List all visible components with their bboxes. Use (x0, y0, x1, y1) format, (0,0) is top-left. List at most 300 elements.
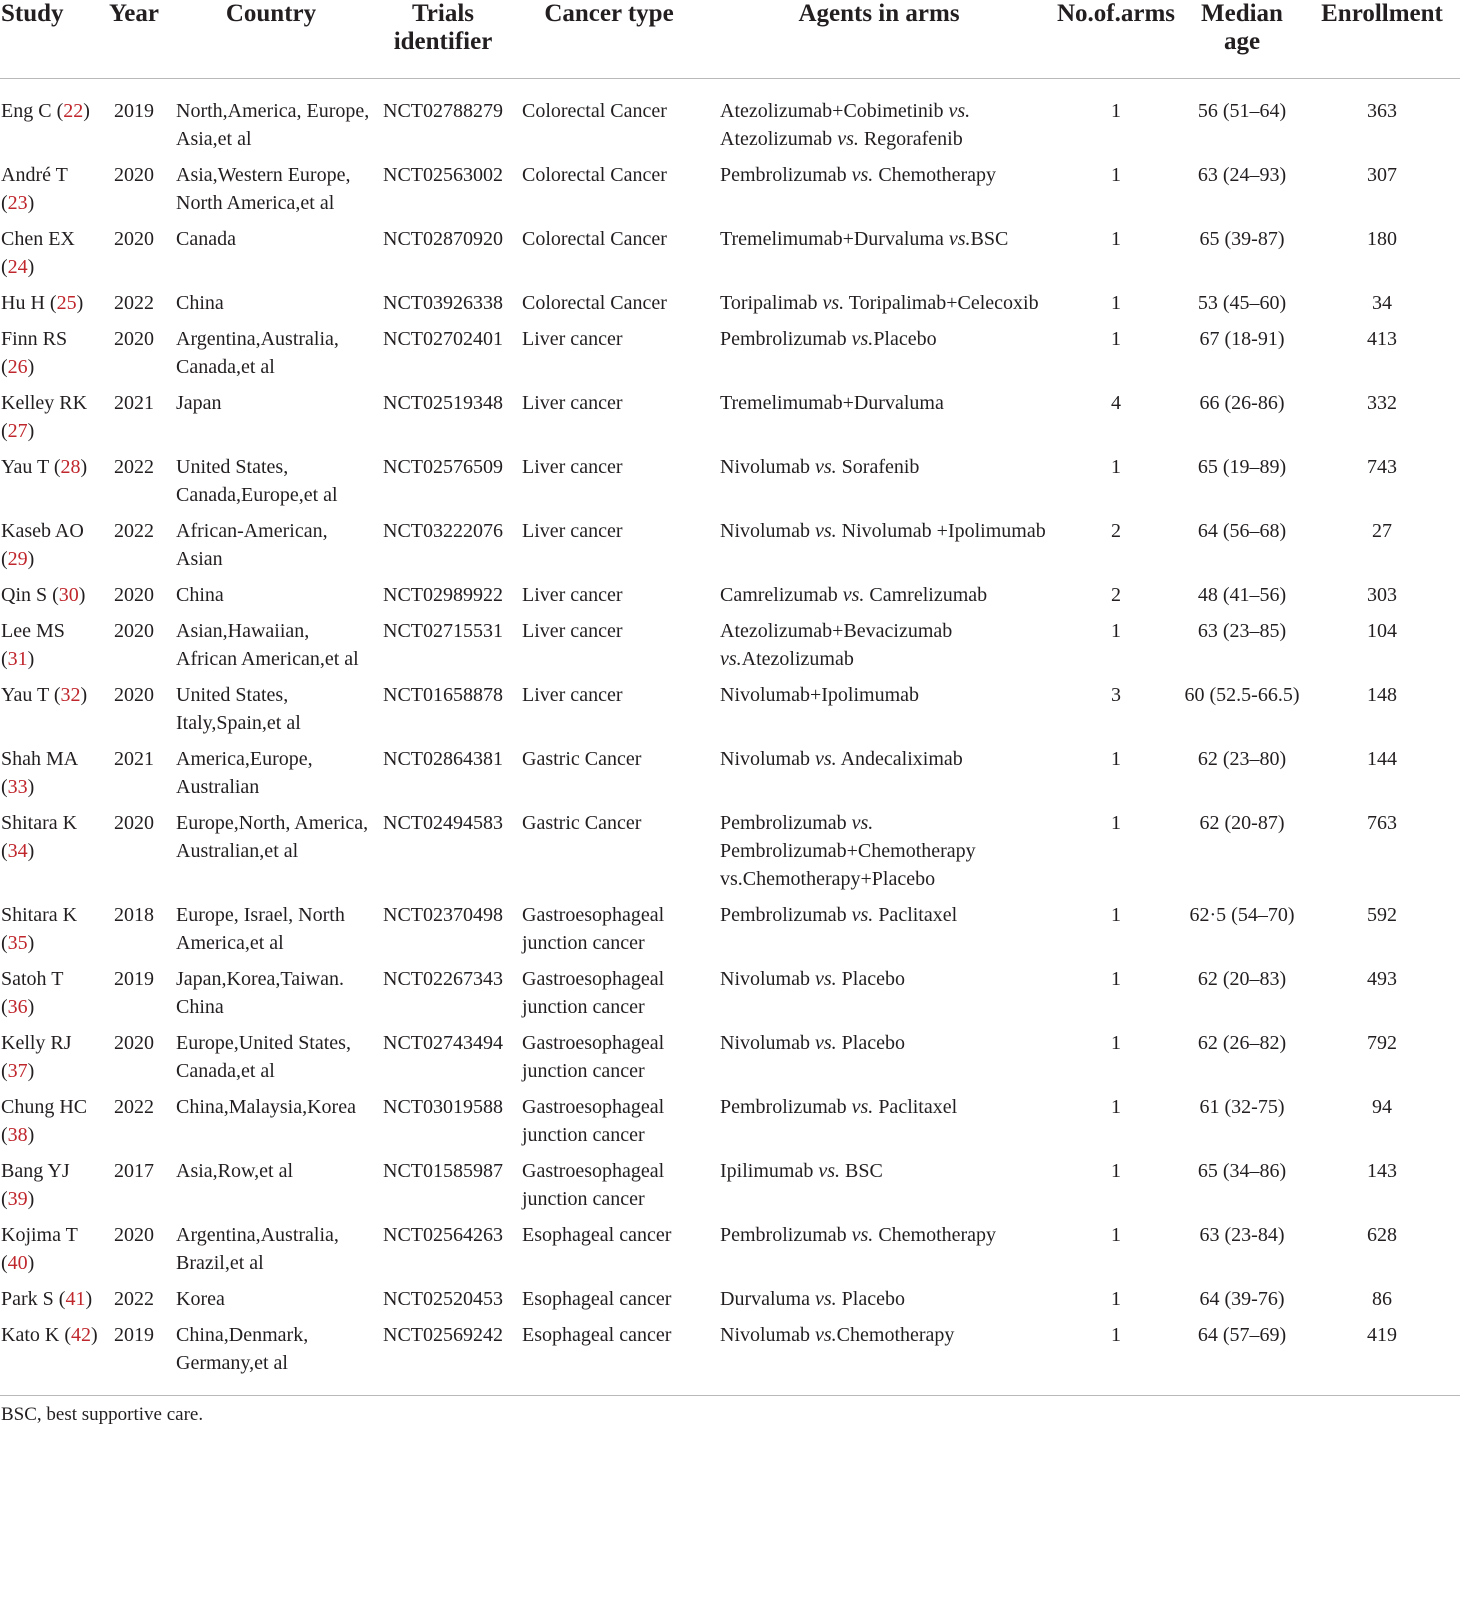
agents-cell (706, 1285, 1052, 1321)
agent-text: Nivolumab (720, 748, 815, 770)
agents-cell (706, 453, 1052, 517)
reference-link[interactable]: 25 (56, 292, 77, 314)
median-age-cell: 67 (18-91) (1199, 328, 1285, 350)
reference-link[interactable]: 31 (7, 648, 28, 670)
agent-text: Chemotherapy (873, 164, 997, 186)
study-name: Kojima T (1, 1224, 78, 1246)
study-name: Bang YJ (1, 1160, 70, 1182)
arms-cell: 1 (1111, 1160, 1121, 1182)
study-cell: Shitara K (34) (1, 812, 78, 862)
agent-text: Pembrolizumab (720, 164, 852, 186)
reference-link[interactable]: 24 (7, 256, 28, 278)
versus-label: vs. (851, 164, 874, 186)
enrollment-cell: 148 (1367, 684, 1397, 706)
median-age-cell: 62 (26–82) (1197, 1032, 1287, 1054)
country-cell: Argentina,Australia, Brazil,et al (176, 1224, 339, 1274)
table-row (0, 161, 1460, 225)
cancer-type-cell: Esophageal cancer (512, 1321, 706, 1396)
trial-id-cell: NCT02563002 (383, 164, 503, 186)
agents-cell (706, 325, 1052, 389)
study-cell: Chung HC (38) (1, 1096, 88, 1146)
country-cell: African-American, Asian (176, 520, 328, 570)
median-age-cell: 53 (45–60) (1197, 292, 1287, 314)
agents-cell (706, 1029, 1052, 1093)
enrollment-cell: 363 (1367, 100, 1397, 122)
agent-text: Toripalimab (720, 292, 823, 314)
table-row (0, 1093, 1460, 1157)
year-cell: 2017 (114, 1160, 154, 1182)
median-age-cell: 66 (26-86) (1199, 392, 1285, 414)
agent-text: Andecaliximab (836, 748, 963, 770)
study-cell: Yau T (32) (1, 684, 88, 706)
study-name: Kato K (1, 1324, 60, 1346)
arms-cell: 1 (1052, 1321, 1180, 1396)
study-cell: Lee MS (31) (1, 620, 65, 670)
agent-text: Pembrolizumab (720, 812, 852, 834)
reference-link[interactable]: 23 (7, 192, 28, 214)
reference-link[interactable]: 26 (7, 356, 28, 378)
study-cell: Kelley RK (27) (1, 392, 88, 442)
study-cell: Bang YJ (39) (1, 1160, 70, 1210)
cancer-type-cell: Gastroesophageal junction cancer (522, 1160, 665, 1210)
footnote: BSC, best supportive care. (1, 1404, 204, 1425)
year-cell: 2019 (114, 968, 154, 990)
enrollment-cell: 413 (1367, 328, 1397, 350)
year-cell: 2020 (114, 1224, 154, 1246)
versus-label: vs. (815, 968, 837, 990)
year-cell: 2020 (114, 228, 154, 250)
median-age-cell: 63 (23–85) (1197, 620, 1287, 642)
enrollment-cell: 143 (1367, 1160, 1397, 1182)
table-row (0, 1321, 1460, 1396)
study-name: Finn RS (1, 328, 68, 350)
arms-cell: 4 (1111, 392, 1121, 414)
agents-cell (706, 289, 1052, 325)
country-cell: Japan,Korea,Taiwan. China (176, 968, 344, 1018)
table-row (0, 289, 1460, 325)
reference-link[interactable]: 42 (71, 1324, 91, 1346)
agent-text: Pembrolizumab (720, 904, 852, 926)
agents-cell (706, 1321, 1052, 1396)
study-name: Kaseb AO (1, 520, 84, 542)
arms-cell: 3 (1111, 684, 1121, 706)
agent-text: Chemotherapy (873, 1224, 997, 1246)
year-cell: 2020 (114, 620, 154, 642)
study-cell: Shitara K (35) (1, 904, 78, 954)
median-age-cell: 61 (32-75) (1199, 1096, 1285, 1118)
versus-label: vs. (837, 128, 859, 150)
country-cell: America,Europe, Australian (176, 748, 313, 798)
agent-text: Nivolumab (720, 520, 815, 542)
agents-cell (706, 745, 1052, 809)
agents-cell (706, 79, 1052, 162)
agent-text: Placebo (836, 1032, 905, 1054)
agents-cell (706, 809, 1052, 901)
study-name: Satoh T (1, 968, 64, 990)
country-cell: Europe,United States, Canada,et al (176, 1032, 351, 1082)
enrollment-cell: 307 (1367, 164, 1397, 186)
study-name: Hu H (1, 292, 45, 314)
agent-text: Paclitaxel (873, 1096, 958, 1118)
table-row (0, 389, 1460, 453)
cancer-type-cell: Esophageal cancer (522, 1224, 672, 1246)
median-age-cell: 63 (23-84) (1199, 1224, 1285, 1246)
enrollment-cell: 792 (1367, 1032, 1397, 1054)
table-row (0, 1285, 1460, 1321)
table-row (0, 617, 1460, 681)
arms-cell: 1 (1111, 292, 1121, 314)
header-study: Study (0, 0, 100, 79)
agent-text: BSC (840, 1160, 883, 1182)
arms-cell: 1 (1111, 1032, 1121, 1054)
versus-label: vs. (720, 648, 742, 670)
reference-link[interactable]: 41 (65, 1288, 86, 1310)
study-name: Shah MA (1, 748, 78, 770)
year-cell: 2022 (114, 456, 154, 478)
header-enrollment: Enrollment (1304, 0, 1460, 79)
arms-cell: 1 (1111, 812, 1121, 834)
study-cell: Satoh T (36) (1, 968, 64, 1018)
cancer-type-cell: Esophageal cancer (522, 1288, 672, 1310)
agents-cell (706, 681, 1052, 745)
table-row (0, 901, 1460, 965)
trial-id-cell: NCT02864381 (383, 748, 503, 770)
study-name: Lee MS (1, 620, 65, 642)
reference-link[interactable]: 34 (7, 840, 28, 862)
table-row (0, 581, 1460, 617)
year-cell: 2020 (114, 1032, 154, 1054)
trial-id-cell: NCT02564263 (383, 1224, 503, 1246)
enrollment-cell: 94 (1372, 1096, 1392, 1118)
agents-cell (706, 901, 1052, 965)
arms-cell: 1 (1111, 1224, 1121, 1246)
arms-cell: 1 (1111, 748, 1121, 770)
header-country: Country (168, 0, 374, 79)
cancer-type-cell: Gastroesophageal junction cancer (522, 904, 665, 954)
median-age-cell: 64 (56–68) (1197, 520, 1287, 542)
agent-text: Paclitaxel (873, 904, 958, 926)
year-cell: 2020 (114, 328, 154, 350)
enrollment-cell: 332 (1367, 392, 1397, 414)
study-name: Park S (1, 1288, 54, 1310)
versus-label: vs. (851, 1096, 874, 1118)
trial-id-cell: NCT02788279 (383, 100, 503, 122)
study-cell: Hu H (25) (1, 292, 84, 314)
study-cell: Finn RS (26) (1, 328, 68, 378)
versus-label: vs. (818, 1160, 840, 1182)
header-year: Year (100, 0, 168, 79)
agent-text: Placebo (836, 968, 905, 990)
year-cell: 2022 (114, 292, 154, 314)
country-cell: Europe, Israel, North America,et al (176, 904, 345, 954)
study-name: Chung HC (1, 1096, 88, 1118)
country-cell: China (176, 584, 224, 606)
median-age-cell: 64 (57–69) (1180, 1321, 1304, 1396)
agent-text: Nivolumab (720, 1324, 815, 1346)
versus-label: vs. (948, 228, 971, 250)
reference-link[interactable]: 30 (58, 584, 79, 606)
year-cell: 2022 (114, 520, 154, 542)
agent-text: Camrelizumab (864, 584, 988, 606)
study-name: Eng C (1, 100, 52, 122)
study-name: Yau T (1, 456, 49, 478)
agent-text: Nivolumab (720, 968, 815, 990)
arms-cell: 1 (1111, 620, 1121, 642)
agent-text: Sorafenib (836, 456, 920, 478)
agents-cell (706, 617, 1052, 681)
cancer-type-cell: Gastroesophageal junction cancer (522, 968, 665, 1018)
table-body (0, 79, 1460, 1396)
trial-id-cell: NCT01658878 (383, 684, 503, 706)
study-cell: Eng C (22) (1, 100, 90, 122)
agent-text: Nivolumab +Ipolimumab (836, 520, 1046, 542)
agents-cell (706, 1221, 1052, 1285)
versus-label: vs. (842, 584, 865, 606)
agents-cell (706, 225, 1052, 289)
agent-text: Pembrolizumab (720, 1096, 852, 1118)
versus-label: vs. (851, 1224, 874, 1246)
cancer-type-cell: Liver cancer (522, 684, 623, 706)
enrollment-cell: 144 (1367, 748, 1397, 770)
versus-label: vs. (822, 292, 845, 314)
agent-text: BSC (970, 228, 1009, 250)
agent-text: Durvaluma (720, 1288, 815, 1310)
trial-id-cell: NCT02569242 (374, 1321, 512, 1396)
cancer-type-cell: Colorectal Cancer (522, 100, 667, 122)
trial-id-cell: NCT02494583 (383, 812, 503, 834)
median-age-cell: 65 (39-87) (1199, 228, 1285, 250)
table-row (0, 809, 1460, 901)
reference-link[interactable]: 33 (7, 776, 28, 798)
country-cell: Korea (176, 1288, 225, 1310)
reference-link[interactable]: 35 (7, 932, 28, 954)
agent-text: Ipilimumab (720, 1160, 819, 1182)
study-cell: Shah MA (33) (1, 748, 78, 798)
table-row (0, 1221, 1460, 1285)
agent-text: Pembrolizumab (720, 1224, 852, 1246)
agents-cell (706, 161, 1052, 225)
median-age-cell: 63 (24–93) (1197, 164, 1287, 186)
versus-label: vs. (948, 100, 971, 122)
country-cell: China,Malaysia,Korea (176, 1096, 356, 1118)
trial-id-cell: NCT03222076 (383, 520, 503, 542)
agents-cell (706, 1093, 1052, 1157)
versus-label: vs. (815, 748, 837, 770)
median-age-cell: 48 (41–56) (1197, 584, 1287, 606)
country-cell: Japan (176, 392, 222, 414)
trial-id-cell: NCT02870920 (383, 228, 503, 250)
trial-id-cell: NCT02520453 (383, 1288, 503, 1310)
study-cell: Chen EX (24) (1, 228, 75, 278)
study-cell: Qin S (30) (1, 584, 86, 606)
table-row (0, 681, 1460, 745)
cancer-type-cell: Liver cancer (522, 456, 623, 478)
agent-text: Atezolizumab+Cobimetinib (720, 100, 949, 122)
year-cell: 2022 (114, 1096, 154, 1118)
year-cell: 2019 (114, 100, 154, 122)
enrollment-cell: 628 (1367, 1224, 1397, 1246)
study-cell: Yau T (28) (1, 456, 88, 478)
agents-cell (706, 965, 1052, 1029)
agent-text: Regorafenib (858, 128, 963, 150)
agent-text: Placebo (836, 1288, 905, 1310)
reference-link[interactable]: 40 (7, 1252, 28, 1274)
median-age-cell: 65 (34–86) (1197, 1160, 1287, 1182)
median-age-cell: 62·5 (54–70) (1189, 904, 1295, 926)
arms-cell: 1 (1111, 456, 1121, 478)
agent-text: Atezolizumab+Bevacizumab (720, 620, 953, 642)
agent-text: Pembrolizumab (720, 328, 852, 350)
country-cell: United States, Canada,Europe,et al (176, 456, 338, 506)
cancer-type-cell: Liver cancer (522, 392, 623, 414)
enrollment-cell: 743 (1367, 456, 1397, 478)
median-age-cell: 60 (52.5-66.5) (1184, 684, 1300, 706)
median-age-cell: 62 (23–80) (1197, 748, 1287, 770)
arms-cell: 1 (1111, 968, 1121, 990)
year-cell: 2020 (114, 164, 154, 186)
enrollment-cell: 104 (1367, 620, 1397, 642)
agents-cell (706, 581, 1052, 617)
agent-text: Chemotherapy (836, 1324, 955, 1346)
country-cell: United States, Italy,Spain,et al (176, 684, 301, 734)
cancer-type-cell: Liver cancer (522, 520, 623, 542)
study-name: Yau T (1, 684, 49, 706)
cancer-type-cell: Liver cancer (522, 328, 623, 350)
year-cell: 2020 (114, 584, 154, 606)
reference-link[interactable]: 36 (7, 996, 28, 1018)
agent-text: Tremelimumab+Durvaluma (720, 392, 944, 414)
study-cell: André T (23) (1, 164, 68, 214)
study-cell: Kojima T (40) (1, 1224, 78, 1274)
study-name: Shitara K (1, 812, 78, 834)
trial-id-cell: NCT01585987 (383, 1160, 503, 1182)
cancer-type-cell: Colorectal Cancer (522, 228, 667, 250)
country-cell: China (176, 292, 224, 314)
cancer-type-cell: Gastroesophageal junction cancer (522, 1032, 665, 1082)
reference-link[interactable]: 27 (7, 420, 28, 442)
versus-label: vs. (851, 328, 874, 350)
versus-label: vs. (814, 1288, 837, 1310)
country-cell: North,America, Europe, Asia,et al (176, 100, 370, 150)
enrollment-cell: 34 (1372, 292, 1392, 314)
country-cell: Asia,Row,et al (176, 1160, 294, 1182)
trial-id-cell: NCT02702401 (383, 328, 503, 350)
reference-link[interactable]: 32 (60, 684, 81, 706)
table-row (0, 453, 1460, 517)
year-cell: 2019 (100, 1321, 168, 1396)
agent-text: Placebo (873, 328, 937, 350)
versus-label: vs. (815, 1324, 837, 1346)
reference-link[interactable]: 37 (7, 1060, 28, 1082)
agent-text: Toripalimab+Celecoxib (844, 292, 1039, 314)
reference-link[interactable]: 22 (63, 100, 84, 122)
table-row (0, 517, 1460, 581)
country-cell: Asia,Western Europe, North America,et al (176, 164, 351, 214)
trial-id-cell: NCT02519348 (383, 392, 503, 414)
arms-cell: 2 (1111, 584, 1121, 606)
agent-text: Atezolizumab (741, 648, 854, 670)
agent-text: Tremelimumab+Durvaluma (720, 228, 949, 250)
table-row (0, 1157, 1460, 1221)
median-age-cell: 56 (51–64) (1197, 100, 1287, 122)
versus-label: vs. (851, 812, 874, 834)
reference-link[interactable]: 38 (7, 1124, 28, 1146)
reference-link[interactable]: 28 (60, 456, 81, 478)
country-cell: China,Denmark, Germany,et al (168, 1321, 374, 1396)
versus-label: vs. (815, 1032, 837, 1054)
trial-id-cell: NCT02715531 (383, 620, 503, 642)
year-cell: 2020 (114, 812, 154, 834)
agent-text: Pembrolizumab+Chemotherapy vs.Chemotherapy+Placebo (720, 840, 976, 890)
arms-cell: 1 (1111, 100, 1121, 122)
header-agents-in-arms: Agents in arms (706, 0, 1052, 79)
table-row (0, 1029, 1460, 1093)
versus-label: vs. (851, 904, 874, 926)
reference-link[interactable]: 39 (7, 1188, 28, 1210)
arms-cell: 1 (1111, 904, 1121, 926)
study-cell: Kato K (42) (0, 1321, 100, 1396)
header-no-of-arms: No.of.arms (1052, 0, 1180, 79)
table-row (0, 325, 1460, 389)
agents-cell (706, 1157, 1052, 1221)
trial-id-cell: NCT02743494 (383, 1032, 503, 1054)
cancer-type-cell: Gastroesophageal junction cancer (522, 1096, 665, 1146)
agent-text: Nivolumab (720, 456, 815, 478)
study-cell: Park S (41) (1, 1288, 93, 1310)
study-cell: Kelly RJ (37) (1, 1032, 72, 1082)
study-name: Kelly RJ (1, 1032, 72, 1054)
table-header (0, 0, 1460, 79)
study-name: Shitara K (1, 904, 78, 926)
country-cell: Asian,Hawaiian, African American,et al (176, 620, 359, 670)
agent-text: Camrelizumab (720, 584, 843, 606)
table-row (0, 965, 1460, 1029)
median-age-cell: 62 (20–83) (1197, 968, 1287, 990)
cancer-type-cell: Gastric Cancer (522, 748, 642, 770)
enrollment-cell: 419 (1304, 1321, 1460, 1396)
reference-link[interactable]: 29 (7, 548, 28, 570)
header-median-age: Median age (1180, 0, 1304, 79)
arms-cell: 1 (1111, 228, 1121, 250)
study-name: Chen EX (1, 228, 75, 250)
year-cell: 2022 (114, 1288, 154, 1310)
enrollment-cell: 27 (1372, 520, 1392, 542)
trial-id-cell: NCT02370498 (383, 904, 503, 926)
arms-cell: 1 (1111, 1096, 1121, 1118)
cancer-type-cell: Colorectal Cancer (522, 292, 667, 314)
table-row (0, 79, 1460, 162)
enrollment-cell: 592 (1367, 904, 1397, 926)
trial-id-cell: NCT03019588 (383, 1096, 503, 1118)
country-cell: Canada (176, 228, 236, 250)
enrollment-cell: 493 (1367, 968, 1397, 990)
table-row (0, 225, 1460, 289)
country-cell: Argentina,Australia, Canada,et al (176, 328, 339, 378)
study-name: Qin S (1, 584, 48, 606)
trial-id-cell: NCT02989922 (383, 584, 503, 606)
year-cell: 2021 (114, 392, 154, 414)
cancer-type-cell: Liver cancer (522, 620, 623, 642)
cancer-type-cell: Liver cancer (522, 584, 623, 606)
study-cell: Kaseb AO (29) (1, 520, 84, 570)
study-name: André T (1, 164, 68, 186)
header-trials-identifier: Trials identifier (374, 0, 512, 79)
enrollment-cell: 763 (1367, 812, 1397, 834)
versus-label: vs. (815, 520, 837, 542)
median-age-cell: 62 (20-87) (1199, 812, 1285, 834)
year-cell: 2021 (114, 748, 154, 770)
cancer-type-cell: Gastric Cancer (522, 812, 642, 834)
